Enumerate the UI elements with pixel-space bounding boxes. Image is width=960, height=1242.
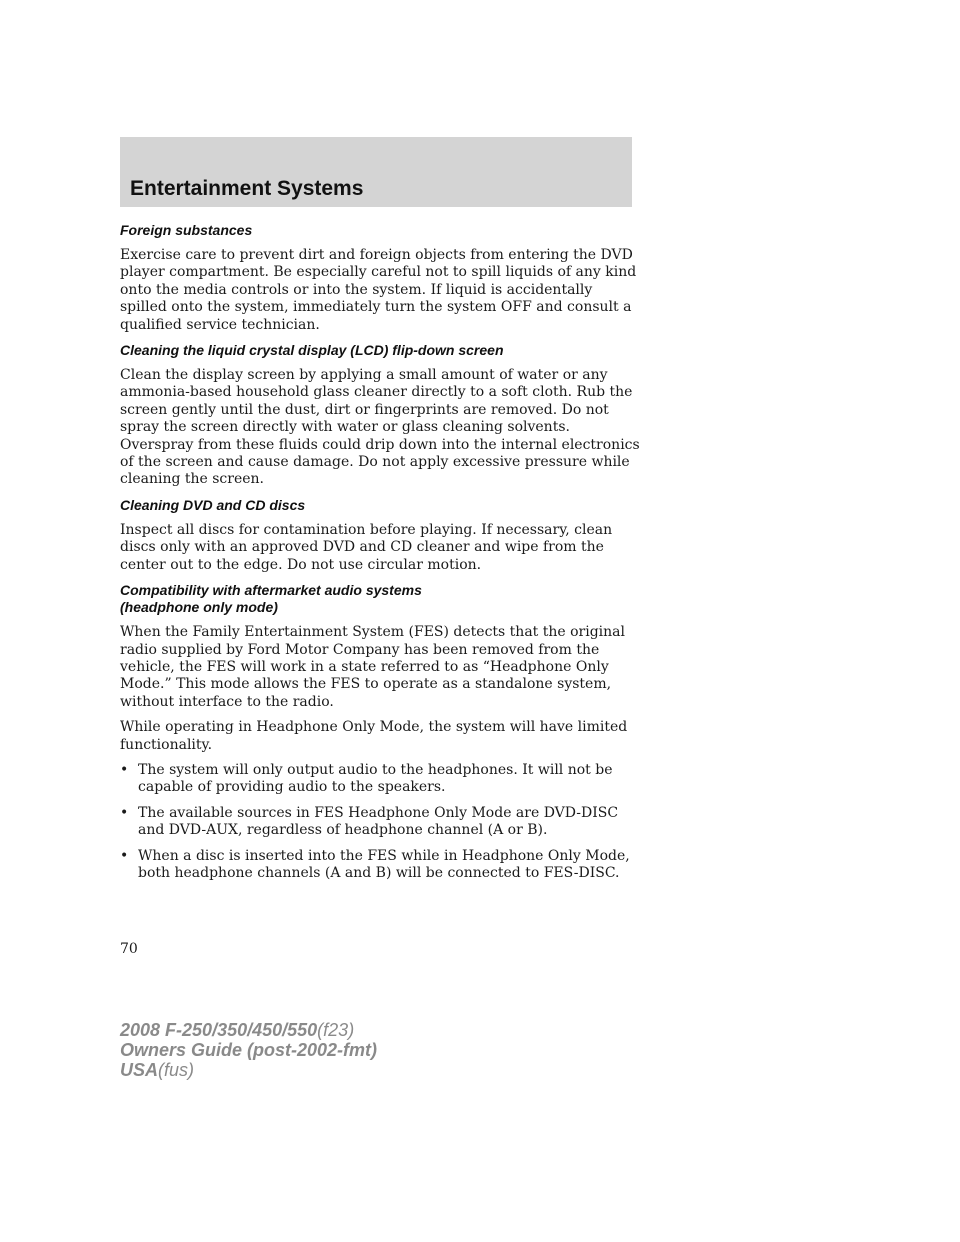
paragraph-headphone-mode-intro: When the Family Entertainment System (FES) detects that the original radio supplied by Ford Motor Company has been removed from the vehicle, the FES will work in a state referred to as “Headphone Only Mode.” This mode allows the FES to operate as a standalone system, without interface to the radio. [120, 624, 625, 710]
list-item [120, 805, 642, 840]
footer-line-model [120, 1020, 377, 1040]
bullet-text: The system will only output audio to the headphones. It will not be capable of providing audio to the speakers. [138, 761, 613, 796]
footer-line-guide [120, 1040, 377, 1060]
heading-cleaning-discs: Cleaning DVD and CD discs [120, 496, 306, 513]
document-footer [120, 1020, 377, 1080]
bullet-icon: • [120, 847, 129, 864]
bullet-text: When a disc is inserted into the FES while in Headphone Only Mode, both headphone channels (A and B) will be connected to FES-DISC. [138, 847, 630, 881]
page-number: 70 [120, 941, 138, 957]
footer-model-code: (f23) [317, 1020, 355, 1040]
bullet-icon: • [120, 804, 129, 821]
paragraph-foreign-substances: Exercise care to prevent dirt and foreign objects from entering the DVD player compartment. Be especially careful not to spill liquids of any kind onto the media controls or into the system. If liquid is accidentally spilled onto the system, immediately turn the system OFF and consult a qualified service technician. [120, 247, 637, 333]
list-item [120, 762, 642, 797]
footer-model: 2008 F-250/350/450/550 [120, 1020, 318, 1040]
heading-foreign-substances: Foreign substances [120, 222, 253, 238]
heading-compatibility-line-2: (headphone only mode) [120, 599, 278, 616]
footer-line-market [120, 1060, 377, 1080]
footer-market: USA [120, 1060, 159, 1080]
section-title: Entertainment Systems [130, 177, 364, 200]
paragraph-cleaning-discs: Inspect all discs for contamination before playing. If necessary, clean discs only with an approved DVD and CD cleaner and wipe from the center out to the edge. Do not use circular motion. [120, 521, 613, 573]
heading-cleaning-lcd: Cleaning the liquid crystal display (LCD) flip-down screen [120, 342, 504, 359]
footer-market-code: (fus) [158, 1060, 195, 1080]
paragraph-cleaning-lcd: Clean the display screen by applying a small amount of water or any ammonia-based household glass cleaner directly to a soft cloth. Rub the screen gently until the dust, dirt or fingerprints are removed. Do not spray the screen directly with water or glass cleaning solvents. Overspray from these fluids could drip down into the internal electronics of the screen and cause damage. Do not apply excessive pressure while cleaning the screen. [120, 367, 640, 488]
paragraph-headphone-mode-limits: While operating in Headphone Only Mode, the system will have limited functionality. [120, 719, 628, 753]
list-item [120, 848, 642, 883]
footer-guide-name: Owners Guide (post-2002-fmt) [120, 1040, 378, 1060]
page-content [120, 222, 642, 890]
headphone-mode-bullet-list [120, 762, 642, 882]
bullet-icon: • [120, 761, 129, 778]
heading-compatibility [120, 582, 642, 616]
section-header-band [120, 137, 632, 207]
heading-compatibility-line-1: Compatibility with aftermarket audio systems [120, 582, 422, 599]
bullet-text: The available sources in FES Headphone Only Mode are DVD-DISC and DVD-AUX, regardless of headphone channel (A or B). [138, 804, 619, 839]
